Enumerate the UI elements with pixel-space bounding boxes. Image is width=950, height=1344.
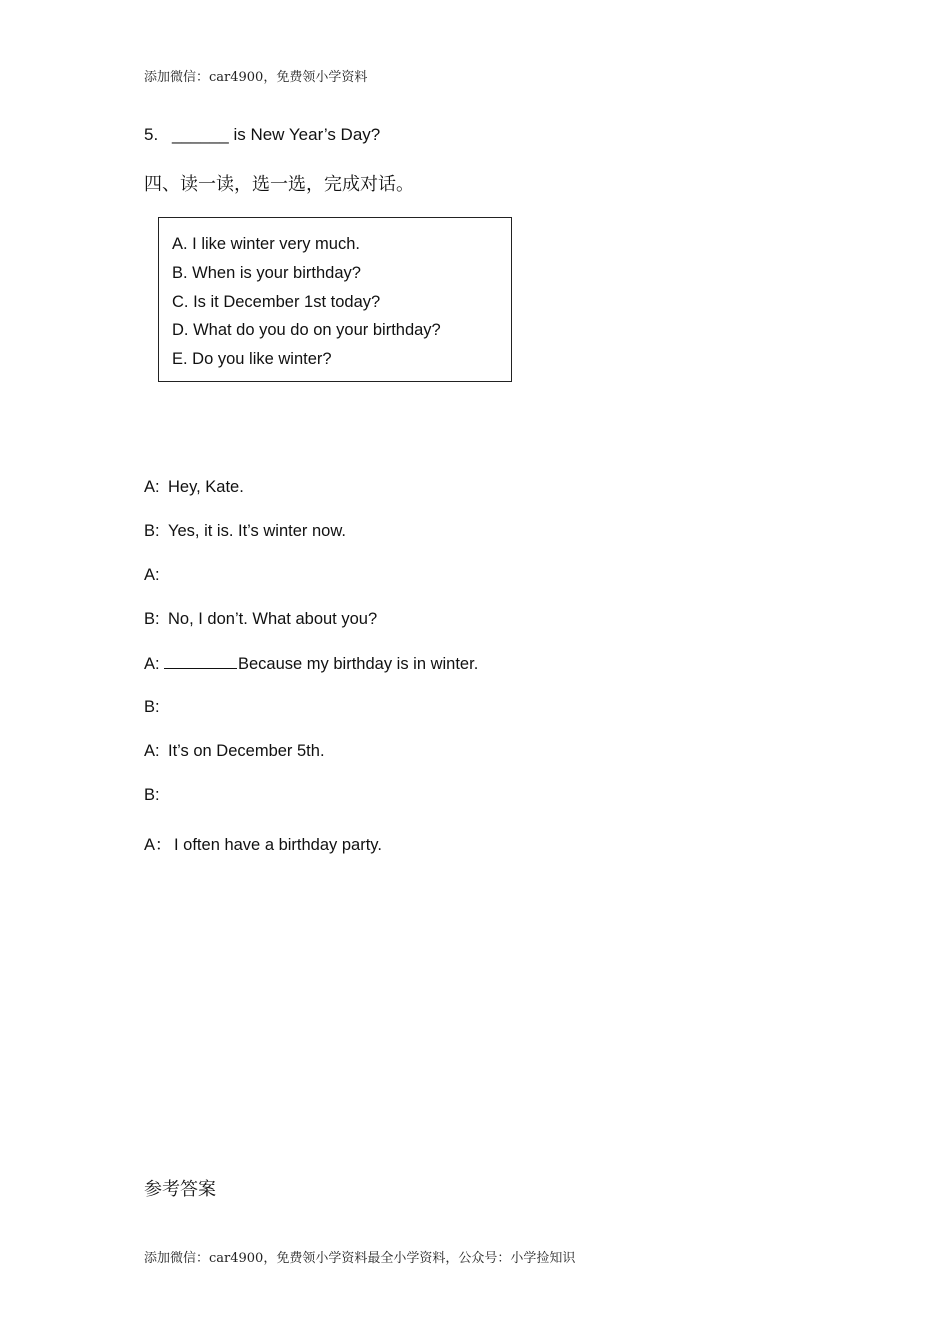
dialogue-line-7 (144, 742, 325, 761)
footer-note: 添加微信：car4900，免费领小学资料最全小学资料，公众号：小学捡知识 (144, 1251, 576, 1266)
speaker-label: B: (144, 522, 160, 540)
header-note: 添加微信：car4900，免费领小学资料 (144, 70, 368, 85)
answer-blank[interactable] (164, 654, 237, 669)
speaker-label: B: (144, 786, 160, 804)
option-e: E. Do you like winter? (172, 350, 332, 369)
option-b: B. When is your birthday? (172, 263, 361, 282)
dialogue-line-4 (144, 610, 377, 629)
dialogue-line-3 (144, 566, 168, 585)
speaker-label: B: (144, 698, 160, 716)
speaker-label: B: (144, 610, 160, 628)
answer-key-title: 参考答案 (144, 1179, 216, 1200)
dialogue-line-9 (144, 831, 382, 855)
question-text: ______ is New Year’s Day? (172, 125, 381, 144)
section-title: 四、读一读，选一选，完成对话。 (144, 174, 414, 195)
dialogue-text: No, I don’t. What about you? (168, 610, 378, 628)
question-number: 5. (144, 125, 159, 144)
dialogue-text: Yes, it is. It’s winter now. (168, 522, 346, 540)
speaker-label: A： (144, 836, 172, 854)
option-a: A. I like winter very much. (172, 235, 360, 253)
speaker-label: A: (144, 478, 160, 496)
dialogue-line-5 (144, 654, 478, 674)
dialogue-line-1 (144, 478, 244, 497)
dialogue-text: Because my birthday is in winter. (238, 655, 479, 673)
question-5 (144, 125, 380, 145)
dialogue-line-8 (144, 786, 168, 805)
speaker-label: A: (144, 742, 160, 760)
dialogue-line-6 (144, 698, 168, 717)
dialogue-text: I often have a birthday party. (174, 836, 382, 854)
dialogue-text: Hey, Kate. (168, 478, 244, 496)
speaker-label: A: (144, 566, 160, 584)
dialogue-line-2 (144, 522, 346, 541)
speaker-label: A: (144, 655, 160, 673)
option-c: C. Is it December 1st today? (172, 292, 381, 311)
dialogue-text: It’s on December 5th. (168, 742, 325, 760)
options-box (158, 217, 512, 382)
option-d: D. What do you do on your birthday? (172, 321, 441, 340)
